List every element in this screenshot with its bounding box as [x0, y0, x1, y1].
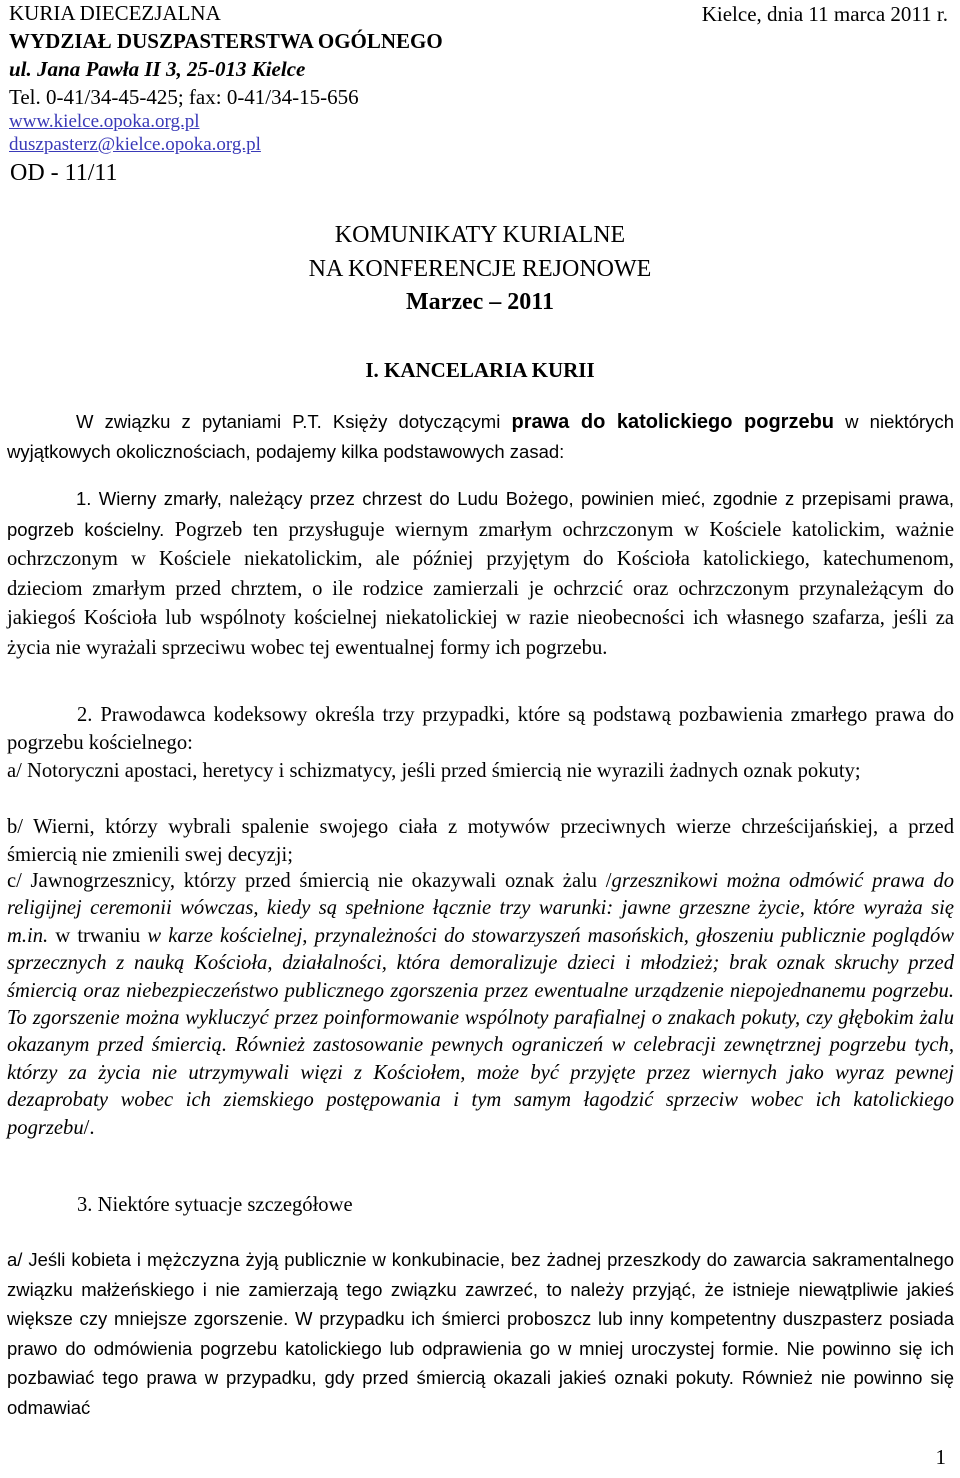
- paragraph-3-item-a: a/ Jeśli kobieta i mężczyzna żyją publicznie w konkubinacie, bez żadnej przeszkody do zawarcia sakramentalnego związku małżeńskiego i nie zamierzają tego związku zawrzeć, to należy przyjąć, że istnieje niewątpliwie jakieś większe czy mniejsze zgorszenie. W przypadku ich śmierci proboszcz lub inny kompetentny duszpasterz posiada prawo do odmówienia pogrzebu katolickiego lub odprawienia go w mniej uroczystej formie. Nie powinno się ich pozbawiać tego prawa w przypadku, gdy przed śmiercią okazali jakieś oznaki pokuty. Również nie powinno się odmawiać: [7, 1249, 954, 1418]
- paragraph-3-heading: 3. Niektóre sytuacje szczegółowe: [77, 1194, 353, 1216]
- paragraph-2-item-c: c/ Jawnogrzesznicy, którzy przed śmiercią nie okazywali oznak żalu /grzesznikowi można odmówić prawa do religijnej ceremonii wówczas, kiedy są spełnione łącznie trzy warunki: jawne grzeszne życie, które wyraża się m.in. w trwaniu w karze kościelnej, przynależności do stowarzyszeń masońskich, głoszeniu publicznie poglądów sprzecznych z nauką Kościoła, działalności, która demoralizuje dzieci i młodzież; brak oznak skruchy przed śmiercią oraz niebezpieczeństwo publicznego zgorszenia przez ewentualne urządzenie niepojednanemu pogrzebu. To zgorszenie można wykluczyć przez poinformowanie wspólnoty parafialnej o znakach pokuty, czy głębokim żalu okazanym przed śmiercią. Również zastosowanie pewnych ograniczeń w celebracji zewnętrznej pogrzebu tych, którzy za życia nie utrzymywali więzi z Kościołem, może być przyjęte przez wiernych jako wyraz pewnej dezaprobaty wobec ich ziemskiego postępowania i tym samym łagodzić sprzeciw wobec ich katolickiego pogrzebu/.: [7, 870, 955, 1139]
- curia-name: KURIA DIECEZJALNA: [9, 1, 221, 25]
- page-number: 1: [935, 1445, 946, 1469]
- intro-paragraph: W związku z pytaniami P.T. Księży dotyczącymi prawa do katolickiego pogrzebu w niektórych wyjątkowych okolicznościach, podajemy kilka podstawowych zasad:: [7, 411, 954, 462]
- paragraph-2-intro: 2. Prawodawca kodeksowy określa trzy przypadki, które są podstawą pozbawienia zmarłego prawa do pogrzebu kościelnego:: [7, 704, 954, 754]
- title-line-3: Marzec – 2011: [406, 289, 554, 315]
- reference-code: OD - 11/11: [10, 160, 118, 186]
- paragraph-2-item-b: b/ Wierni, którzy wybrali spalenie swojego ciała z motywów przeciwnych wierze chrześcijańskiej, a przed śmiercią nie zmienili swej decyzji;: [7, 816, 954, 866]
- address: ul. Jana Pawła II 3, 25-013 Kielce: [9, 57, 306, 81]
- phone-fax: Tel. 0-41/34-45-425; fax: 0-41/34-15-656: [9, 85, 359, 109]
- website-link[interactable]: www.kielce.opoka.org.pl: [9, 111, 200, 132]
- title-line-1: KOMUNIKATY KURIALNE: [334, 222, 626, 248]
- paragraph-1: 1. Wierny zmarły, należący przez chrzest do Ludu Bożego, powinien mieć, zgodnie z przepisami prawa, pogrzeb kościelny. Pogrzeb ten przysługuje wiernym zmarłym ochrzczonym w Kościele katolickim, ważnie ochrzczonym w Kościele niekatolickim, ale później przyjętym do Kościoła katolickiego, katechumenom, dzieciom zmarłym przed chrztem, o ile rodzice zamierzali je ochrzcić oraz ochrzczonym przynależącym do jakiegoś Kościoła lub wspólnoty kościelnej niekatolickiej w razie nieobecności ich własnego szafarza, jeśli za życia nie wyrażali sprzeciwu wobec tej ewentualnej formy ich pogrzebu.: [7, 488, 954, 659]
- email-link[interactable]: duszpasterz@kielce.opoka.org.pl: [9, 134, 261, 155]
- section-heading: I. KANCELARIA KURII: [365, 358, 595, 382]
- paragraph-2-item-a: a/ Notoryczni apostaci, heretycy i schizmatycy, jeśli przed śmiercią nie wyrazili żadnych oznak pokuty;: [7, 760, 861, 782]
- document-date: Kielce, dnia 11 marca 2011 r.: [701, 2, 948, 26]
- department-name: WYDZIAŁ DUSZPASTERSTWA OGÓLNEGO: [9, 29, 443, 53]
- title-line-2: NA KONFERENCJE REJONOWE: [308, 256, 652, 282]
